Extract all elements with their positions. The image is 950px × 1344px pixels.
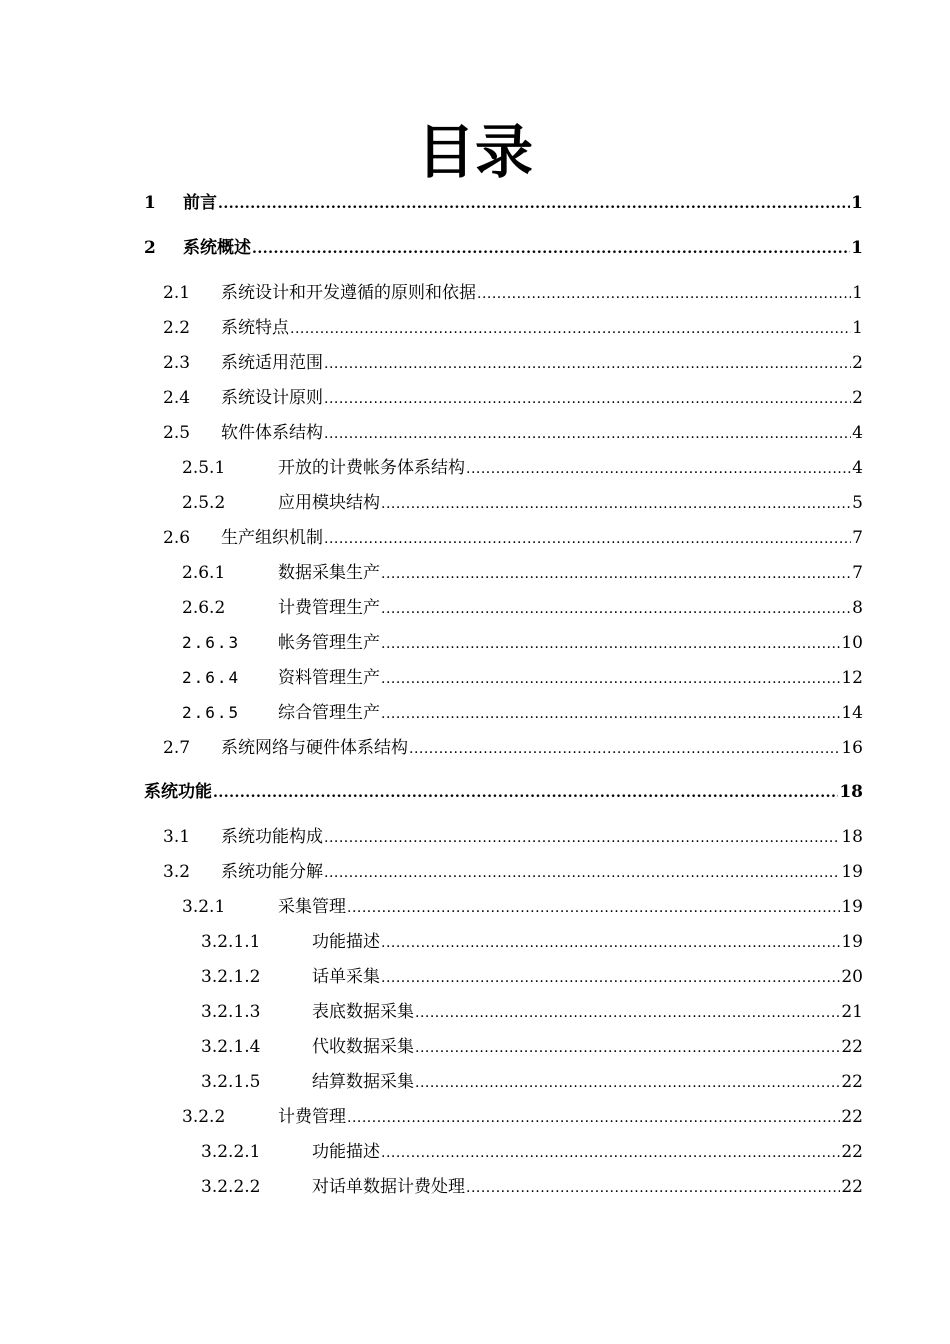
toc-number: 2.6.5 (182, 703, 241, 722)
toc-label: 采集管理 (278, 897, 346, 917)
toc-label: 对话单数据计费处理 (312, 1177, 465, 1197)
toc-entry-2-6[interactable] (163, 526, 863, 551)
toc-entry-2-5[interactable] (163, 421, 863, 446)
toc-label: 系统设计原则 (221, 388, 323, 408)
toc-number: 2.6 (163, 528, 191, 548)
toc-label: 系统设计和开发遵循的原则和依据 (221, 283, 476, 303)
toc-number: 3.2.2 (182, 1107, 226, 1127)
toc-leader (381, 667, 840, 691)
toc-entry-2-2[interactable] (163, 316, 863, 341)
toc-leader (381, 597, 851, 621)
toc-label: 系统特点 (221, 318, 289, 338)
toc-leader (381, 1141, 840, 1165)
toc-leader (381, 492, 851, 516)
toc-page: 2 (852, 353, 863, 373)
toc-number: 3.2.1.1 (201, 932, 261, 952)
toc-entry-2-6-2[interactable] (182, 596, 863, 621)
toc-page: 22 (841, 1142, 863, 1162)
toc-leader (324, 861, 840, 885)
toc-entry-2-6-5[interactable] (182, 701, 863, 726)
toc-label: 功能描述 (312, 932, 380, 952)
toc-page: 19 (841, 862, 863, 882)
toc-page: 1 (852, 318, 863, 338)
toc-leader (324, 527, 851, 551)
toc-entry-2-6-3[interactable] (182, 631, 863, 656)
toc-page: 22 (841, 1037, 863, 1057)
toc-page: 8 (852, 598, 863, 618)
toc-page: 1 (851, 238, 863, 258)
toc-number: 2.3 (163, 353, 191, 373)
toc-number: 2.4 (163, 388, 191, 408)
toc-label: 应用模块结构 (278, 493, 380, 513)
toc-number: 2.2 (163, 318, 191, 338)
toc-leader (415, 1071, 840, 1095)
toc-number: 3.2.2.2 (201, 1177, 261, 1197)
toc-leader (290, 317, 851, 341)
toc-leader (324, 387, 851, 411)
toc-entry-3[interactable] (144, 780, 863, 805)
toc-leader (347, 896, 840, 920)
toc-entry-3-2-1-4[interactable] (201, 1035, 863, 1060)
toc-page: 14 (841, 703, 863, 723)
toc-page: 18 (841, 827, 863, 847)
toc-leader (347, 1106, 840, 1130)
toc-label: 综合管理生产 (278, 703, 380, 723)
toc-leader (466, 457, 851, 481)
toc-number: 2.6.2 (182, 598, 226, 618)
toc-leader (381, 632, 840, 656)
toc-entry-3-1[interactable] (163, 825, 863, 850)
toc-number: 3.2.2.1 (201, 1142, 261, 1162)
toc-leader (324, 352, 851, 376)
toc-number: 3.2.1.2 (201, 967, 261, 987)
toc-leader (213, 781, 838, 805)
toc-page: 2 (852, 388, 863, 408)
toc-leader (252, 237, 850, 261)
toc-label: 资料管理生产 (278, 668, 380, 688)
toc-label: 功能描述 (312, 1142, 380, 1162)
toc-page: 4 (852, 423, 863, 443)
toc-leader (324, 422, 851, 446)
toc-page: 1 (851, 193, 863, 213)
toc-page: 18 (839, 782, 863, 802)
toc-entry-2-3[interactable] (163, 351, 863, 376)
toc-label: 表底数据采集 (312, 1002, 414, 1022)
toc-entry-2-7[interactable] (163, 736, 863, 761)
toc-entry-2-6-1[interactable] (182, 561, 863, 586)
toc-entry-2[interactable] (144, 236, 863, 261)
toc-page: 19 (841, 897, 863, 917)
toc-number: 2.6.1 (182, 563, 226, 583)
toc-leader (415, 1001, 840, 1025)
toc-leader (381, 702, 840, 726)
toc-page: 16 (841, 738, 863, 758)
toc-label: 开放的计费帐务体系结构 (278, 458, 465, 478)
toc-leader (466, 1176, 840, 1200)
toc-entry-2-5-1[interactable] (182, 456, 863, 481)
toc-number: 3.2 (163, 862, 191, 882)
toc-number: 3.2.1 (182, 897, 226, 917)
toc-number: 2.6.3 (182, 633, 241, 652)
toc-label: 系统功能构成 (221, 827, 323, 847)
toc-label: 系统适用范围 (221, 353, 323, 373)
toc-number: 1 (144, 193, 156, 213)
toc-page: 20 (841, 967, 863, 987)
toc-page: 22 (841, 1072, 863, 1092)
toc-entry-3-2-2-1[interactable] (201, 1140, 863, 1165)
toc-number: 3.2.1.4 (201, 1037, 261, 1057)
toc-leader (324, 826, 840, 850)
toc-leader (477, 282, 851, 306)
toc-number: 3.1 (163, 827, 191, 847)
toc-entry-2-1[interactable] (163, 281, 863, 306)
toc-page: 10 (841, 633, 863, 653)
toc-page: 4 (852, 458, 863, 478)
toc-entry-3-2-2-2[interactable] (201, 1175, 863, 1200)
toc-entry-3-2-1-3[interactable] (201, 1000, 863, 1025)
toc-entry-3-2[interactable] (163, 860, 863, 885)
toc-page: 5 (852, 493, 863, 513)
toc-label: 帐务管理生产 (278, 633, 380, 653)
toc-entry-1[interactable] (144, 191, 863, 216)
toc-number: 3.2.1.5 (201, 1072, 261, 1092)
toc-number: 2.5.2 (182, 493, 226, 513)
toc-entry-3-2-1-1[interactable] (201, 930, 863, 955)
toc-label: 系统概述 (183, 238, 251, 258)
toc-page: 7 (852, 563, 863, 583)
toc-leader (415, 1036, 840, 1060)
toc-label: 结算数据采集 (312, 1072, 414, 1092)
toc-label: 代收数据采集 (312, 1037, 414, 1057)
toc-label: 前言 (183, 193, 217, 213)
toc-page: 19 (841, 932, 863, 952)
toc-entry-3-2-1-5[interactable] (201, 1070, 863, 1095)
toc-number: 2.6.4 (182, 668, 241, 687)
toc-page: 7 (852, 528, 863, 548)
toc-label: 系统功能 (144, 782, 212, 802)
page-title: 目录 (416, 118, 533, 186)
toc-page: 21 (841, 1002, 863, 1022)
toc-number: 2.7 (163, 738, 191, 758)
toc-label: 数据采集生产 (278, 563, 380, 583)
toc-leader (381, 562, 851, 586)
toc-page: 1 (852, 283, 863, 303)
toc-label: 话单采集 (312, 967, 380, 987)
toc-entry-3-2-2[interactable] (182, 1105, 863, 1130)
toc-number: 2.5.1 (182, 458, 226, 478)
toc-entry-3-2-1-2[interactable] (201, 965, 863, 990)
toc-leader (218, 192, 850, 216)
toc-label: 软件体系结构 (221, 423, 323, 443)
toc-number: 2.1 (163, 283, 191, 303)
toc-page: 22 (841, 1107, 863, 1127)
toc-page: 12 (841, 668, 863, 688)
toc-number: 2 (144, 238, 156, 258)
toc-leader (381, 966, 840, 990)
toc-entry-2-6-4[interactable] (182, 666, 863, 691)
toc-label: 生产组织机制 (221, 528, 323, 548)
toc-label: 计费管理 (278, 1107, 346, 1127)
toc-leader (409, 737, 840, 761)
toc-number: 3.2.1.3 (201, 1002, 261, 1022)
toc-entry-2-5-2[interactable] (182, 491, 863, 516)
toc-page: 22 (841, 1177, 863, 1197)
toc-label: 系统网络与硬件体系结构 (221, 738, 408, 758)
toc-label: 系统功能分解 (221, 862, 323, 882)
toc-leader (381, 931, 840, 955)
toc-label: 计费管理生产 (278, 598, 380, 618)
toc-entry-2-4[interactable] (163, 386, 863, 411)
toc-number: 2.5 (163, 423, 191, 443)
toc-entry-3-2-1[interactable] (182, 895, 863, 920)
